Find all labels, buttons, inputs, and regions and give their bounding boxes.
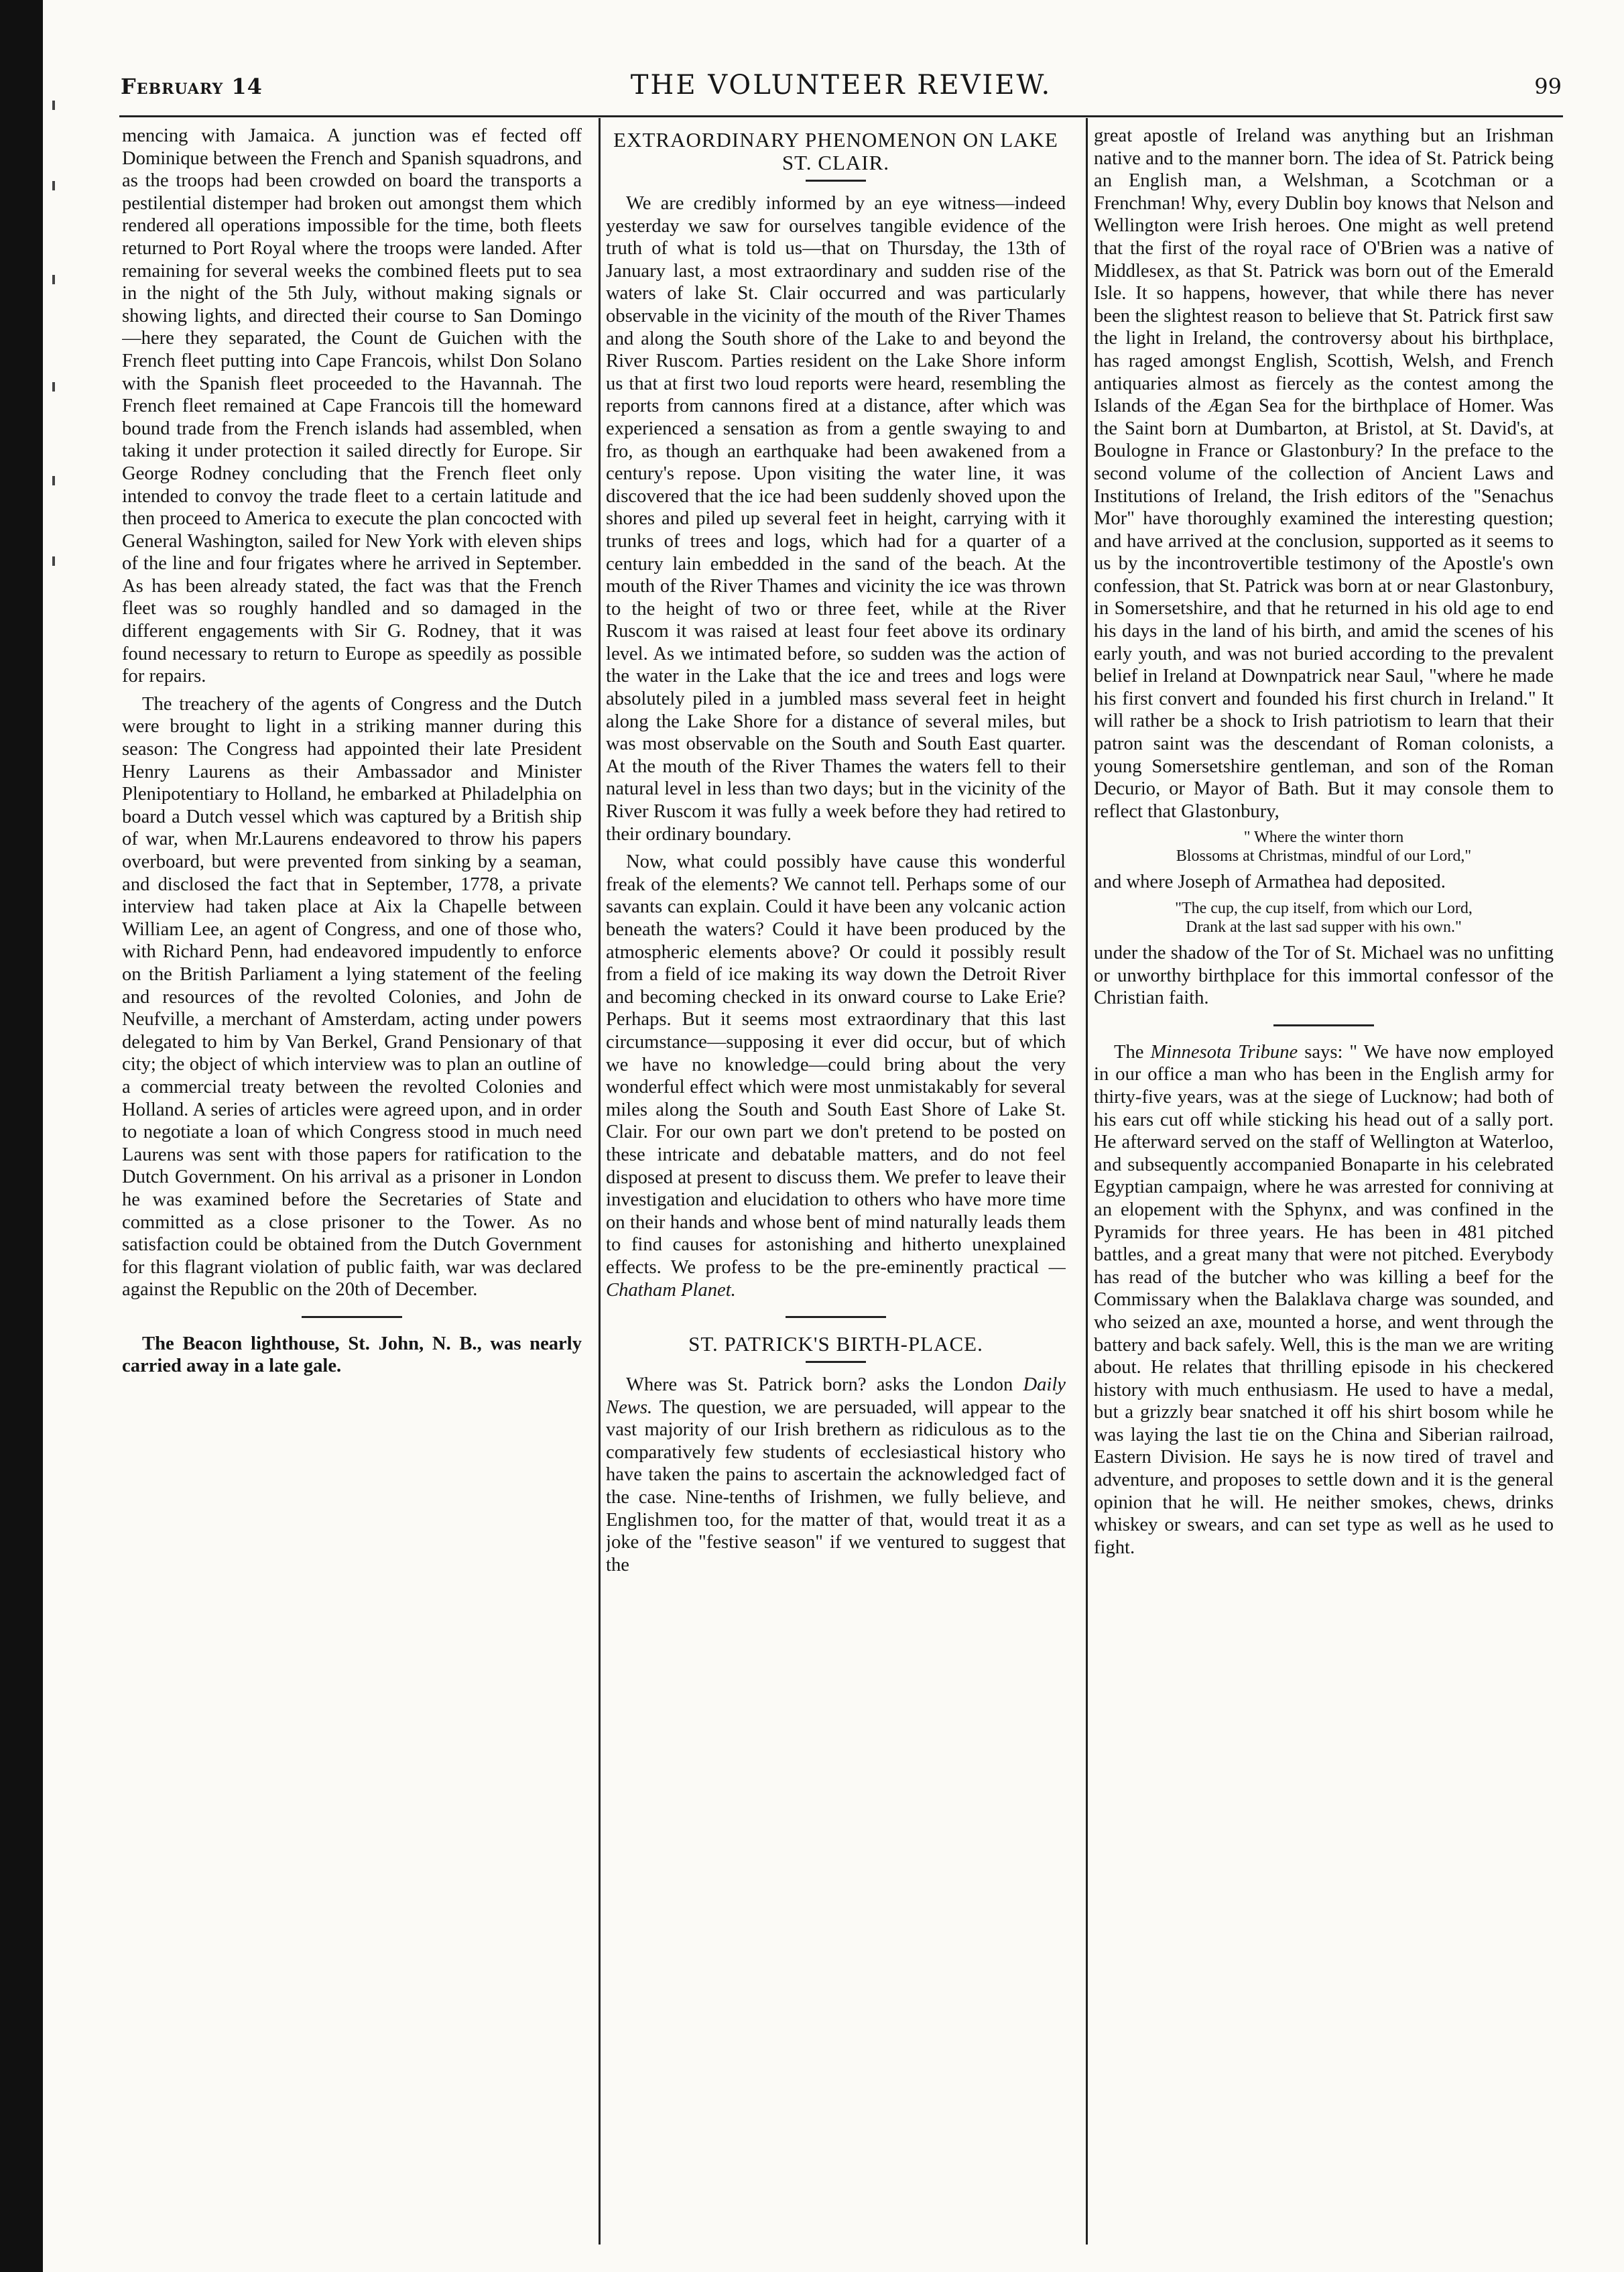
column-2 xyxy=(606,125,1066,2190)
paragraph: We are credibly informed by an eye witness—indeed yesterday we saw for ourselves tangible evidence of the truth of what is told us—that on Thursday, the 13th of January last, a most extraordinary and sudden rise of the waters of lake St. Clair occurred and was particularly observable in the vicinity of the mouth of the River Thames and along the South shore of the Lake to and beyond the River Ruscom. Parties resident on the Lake Shore inform us that at first two loud reports were heard, resembling the reports from cannons fired at a distance, after which was experienced a sensation as from a gentle swaying to and fro, as though an earthquake had been awakened from a century's repose. Upon visiting the water line, it was discovered that the ice had been suddenly shoved upon the shores and piled up several feet in height, carrying with it trunks of trees and logs, which had for a quarter of a century lain embedded in the sand of the beach. At the mouth of the River Thames and vicinity the ice was thrown to the height of two or three feet, while at the River Ruscom it was raised at least four feet above its ordinary level. As we intimated before, so sudden was the action of the water in the Lake that the ice and trees and logs were absolutely piled in a jumbled mass several feet in height along the Lake Shore for a distance of several miles, but was most observable on the South and South East quarter. At the mouth of the River Thames the waters fell to their natural level in less than two days; but in the vicinity of the River Ruscom it was fully a week before they had retired to their ordinary boundary. xyxy=(606,193,1066,845)
paragraph: The treachery of the agents of Congress and the Dutch were brought to light in a striking manner during this season: The Congress had appointed their late President Henry Laurens as their Ambassador and Minister Plenipotentiary to Holland, he embarked at Philadelphia on board a Dutch vessel which was captured by a British ship of war, when Mr.Laurens endeavored to throw his papers overboard, but were prevented from sinking by a seaman, and disclosed the fact that in September, 1778, a private interview had taken place at Aix la Chapelle between William Lee, an agent of Congress, and one of those who, with Richard Penn, had endeavored impudently to enforce on the British Parliament a lying statement of the feeling and resources of the revolted Colonies, and John de Neufville, a merchant of Amsterdam, acting under powers delegated to him by Van Berkel, Grand Pensionary of that city; the object of which interview was to plan an outline of a commercial treaty between the revolted Colonies and Holland. A series of articles were agreed upon, and in order to negotiate a loan of which Congress stood in much need Laurens was sent with those papers for ratification to the Dutch Government. On his arrival as a prisoner in London he was examined before the Secretaries of State and committed as a close prisoner to the Tower. As no satisfaction could be obtained from the Dutch Government for this flagrant violation of public faith, war was declared against the Republic on the 20th of December. xyxy=(122,693,582,1301)
article-heading: EXTRAORDINARY PHENOMENON ON LAKE ST. CLAIR. xyxy=(613,128,1058,174)
column-1 xyxy=(122,125,582,2190)
separator-rule xyxy=(302,1316,402,1318)
paragraph: mencing with Jamaica. A junction was ef fected off Dominique between the French and Spanish squadrons, and as the troops had been crowded on board the transports a pestilential distemper had broken out amongst them which rendered all operations impossible for the time, both fleets returned to Port Royal where the troops were landed. After remaining for several weeks the combined fleets put to sea in the night of the 5th July, without making signals or showing lights, and directed their course to San Domingo—here they separated, the Count de Guichen with the French fleet putting into Cape Francois, whilst Don Solano with the Spanish fleet proceeded to the Havannah. The French fleet remained at Cape Francois till the homeward bound trade from the French islands had assembled, when taking it under protection it sailed directly for Europe. Sir George Rodney concluding that the French fleet only intended to convoy the trade fleet to a certain latitude and then proceed to America to execute the plan concocted with General Washington, sailed for New York with eleven ships of the line and four frigates where he arrived in September. As has been already stated, the fact was that the French fleet was so roughly handled and so damaged in the different engagements with Sir G. Rodney, that it was found necessary to return to Europe as speedily as possible for repairs. xyxy=(122,125,582,687)
verse-line: "The cup, the cup itself, from which our Lord, xyxy=(1175,900,1473,917)
scan-specks xyxy=(50,101,59,570)
article-heading: ST. PATRICK'S BIRTH-PLACE. xyxy=(688,1332,983,1356)
paragraph-text: says: " We have now employed in our office a man who has been in the English army for thirty-five years, was at the siege of Lucknow; had both of his ears cut off while sticking his head out of a sally port. He afterward served on the staff of Wellington at Waterloo, and subsequently accompanied Bonaparte in his celebrated Egyptian campaign, where he was arrested for conniving at an elopement with the Sphynx, and was confined in the Pyramids for three years. He has been in 481 pitched battles, and a great many that were not pitched. Everybody has read of the butcher who was killing a beef for the Commissary when the Balaklava charge was sounded, and who seized an axe, mounted a horse, and went through the battery and back safely. Well, this is the man we are writing about. He relates that thrilling episode in his checkered history with much enthusiasm. He used to have a medal, but a grizzly bear snatched it off his shirt bosom while he was laying the last tie on the China and Siberian railroad, Eastern Division. He says he is now tired of travel and adventure, and proposes to settle down and it is the general opinion that he will. He neither smokes, chews, drinks whiskey or swears, and can set type as well as he used to fight. xyxy=(1094,1041,1554,1558)
paragraph-text: Now, what could possibly have cause this wonderful freak of the elements? We cannot tell. Perhaps some of our savants can explain. Could it have been any volcanic action beneath the waters? Could it have been produced by the atmospheric elements above? Or could it possibly result from a field of ice making its way down the Detroit River and becoming checked in its onward course to Lake Erie? Perhaps. But it seems most extraordinary that this last circumstance—supposing it ever did occur, but of which we have no knowledge—could bring about the very wonderful effect which were most unmistakably for several miles along the South and South East Shore of Lake St. Clair. For our own part we don't pretend to be posted on these intricate and debatable matters, and do not feel disposed at present to discuss them. We prefer to leave their investigation and elucidation to others who have more time on their hands and whose bent of mind naturally leads them to find causes for astonishing and hitherto unexplained effects. We profess to be the pre-eminently practical xyxy=(606,851,1066,1278)
page-header xyxy=(121,67,1562,107)
paragraph: great apostle of Ireland was anything but an Irishman native and to the manner born. The idea of St. Patrick being an English man, a Welshman, a Scotchman or a Frenchman! Why, every Dublin boy knows that Nelson and Wellington were Irish heroes. One might as well pretend that the first of the royal race of O'Brien was a native of Middlesex, as that St. Patrick was born out of the Emerald Isle. It so happens, however, that while there has never been the slightest reason to believe that St. Patrick first saw the light in Ireland, the controversy about his birthplace, has raged amongst English, Scottish, Welsh, and French antiquaries almost as fiercely as the contest among the Islands of the Ægan Sea for the birthplace of Homer. Was the Saint born at Dumbarton, at Bristol, at St. David's, at Boulogne in France or Glastonbury? In the preface to the second volume of the collection of Ancient Laws and Institutions of Ireland, the Irish editors of the "Senachus Mor" have thoroughly examined the interesting question; and have arrived at the conclusion, supported as it seems to us by the incontrovertible testimony of the Apostle's own confession, that St. Patrick was born at or near Glastonbury, in Somersetshire, and that he returned in his old age to end his days in the land of his birth, and amid the scenes of his early youth, and was not buried according to the prevalent belief in Ireland at Downpatrick near Saul, "where he made his first convert and founded his first church in Ireland." It will rather be a shock to Irish patriotism to learn that their patron saint was the descendant of Roman colonists, a young Somersetshire gentleman, and son of the Roman Decurio, or Mayor of Bath. But it may console them to reflect that Glastonbury, xyxy=(1094,125,1554,822)
separator-rule xyxy=(1273,1024,1374,1026)
separator-rule xyxy=(786,1316,886,1318)
verse-line: " Where the winter thorn xyxy=(1243,829,1404,847)
separator-rule xyxy=(806,180,866,182)
verse-line: Drank at the last sad supper with his own." xyxy=(1186,918,1462,936)
paragraph: under the shadow of the Tor of St. Michael was no unfitting or unworthy birthplace for this immortal confessor of the Christian faith. xyxy=(1094,943,1554,1009)
column-3 xyxy=(1094,125,1554,2190)
paragraph-text: The question, we are persuaded, will appear to the vast majority of our Irish brethern as ridiculous as to the comparatively few students of ecclesiastical history who have taken the pains to ascertain the acknowledged fact of the case. Nine-tenths of Irishmen, we fully believe, and Englishmen too, for the matter of that, would treat it as a joke of the "festive season" if we ventured to suggest that the xyxy=(606,1396,1066,1575)
paragraph xyxy=(1094,1041,1554,1559)
separator-rule xyxy=(806,1361,866,1363)
verse-quote xyxy=(1101,899,1547,937)
verse-line: Blossoms at Christmas, mindful of our Lord," xyxy=(1176,847,1472,865)
newspaper-name: Minnesota Tribune xyxy=(1150,1041,1298,1063)
paragraph-text: Where was St. Patrick born? asks the London xyxy=(626,1374,1013,1396)
verse-quote xyxy=(1101,828,1547,865)
paragraph: and where Joseph of Armathea had deposited. xyxy=(1094,872,1446,893)
source-credit: —Chatham Planet. xyxy=(606,1256,1066,1301)
paragraph xyxy=(606,1374,1066,1576)
newspaper-name: Daily News. xyxy=(606,1374,1066,1418)
header-rule xyxy=(119,115,1563,117)
publication-title: THE VOLUNTEER REVIEW. xyxy=(630,70,1052,101)
header-date: February 14 xyxy=(121,74,263,99)
paragraph-text: The xyxy=(1114,1041,1144,1063)
news-note: The Beacon lighthouse, St. John, N. B., was nearly carried away in a late gale. xyxy=(122,1333,582,1377)
column-divider-2 xyxy=(1086,118,1088,2245)
paragraph xyxy=(606,851,1066,1301)
scan-edge xyxy=(0,0,43,2272)
column-divider-1 xyxy=(599,118,601,2245)
page-number: 99 xyxy=(1534,74,1562,99)
